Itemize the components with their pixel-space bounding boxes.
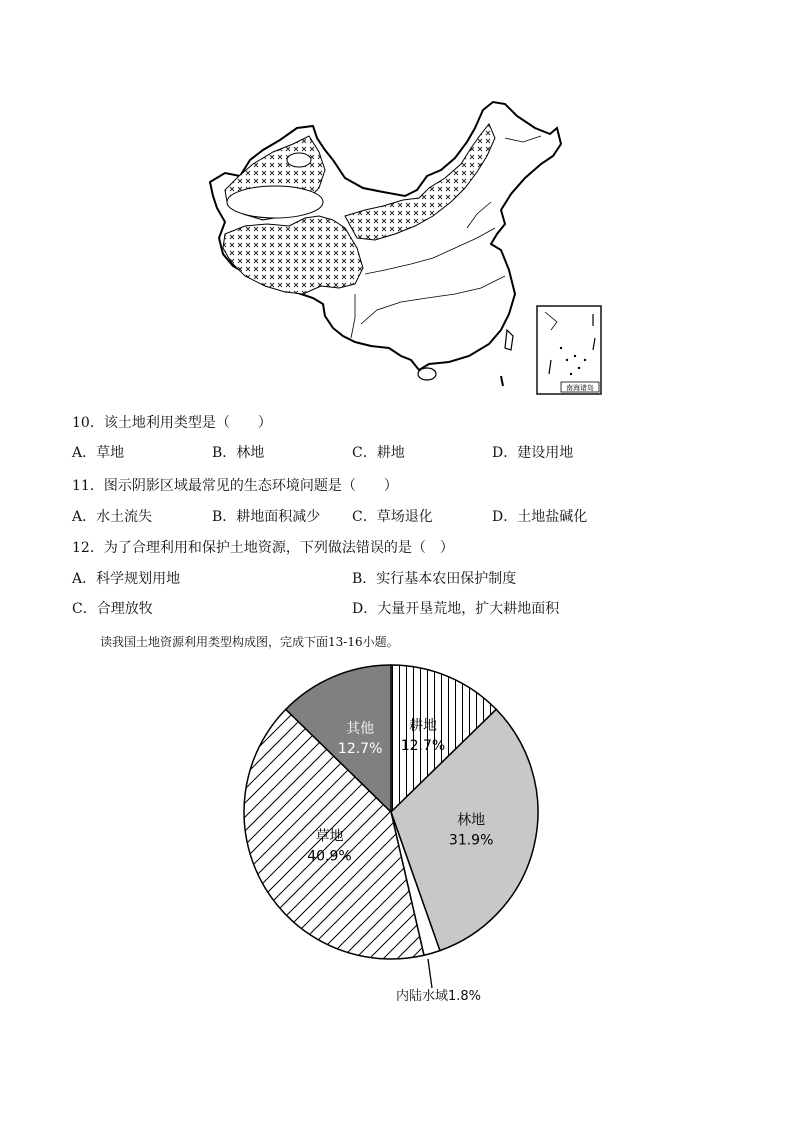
chart-intro: 读我国土地资源利用类型构成图，完成下面13-16小题。 xyxy=(100,635,399,649)
question-10-option-a: A．草地 xyxy=(72,445,125,461)
hainan-island xyxy=(418,368,436,380)
taiwan-island xyxy=(505,330,513,350)
water-callout-line xyxy=(428,959,432,988)
question-10-option-b: B．林地 xyxy=(212,445,265,461)
question-11-stem: 11．图示阴影区域最常见的生态环境问题是（ ） xyxy=(72,478,398,494)
china-land-use-map xyxy=(205,98,603,396)
question-12-option-c: C．合理放牧 xyxy=(72,601,153,617)
question-10-option-c: C．耕地 xyxy=(352,445,405,461)
question-12-option-d: D．大量开垦荒地，扩大耕地面积 xyxy=(352,601,560,617)
question-10-option-d: D．建设用地 xyxy=(492,445,574,461)
south-china-sea-inset xyxy=(537,306,601,394)
question-11-option-a: A．水土流失 xyxy=(72,509,153,525)
question-11-option-b: B．耕地面积减少 xyxy=(212,509,321,525)
small-basin xyxy=(287,153,311,167)
question-10-stem: 10．该土地利用类型是（ ） xyxy=(72,415,272,431)
pie-slice-value-5: 12.7% xyxy=(337,740,383,757)
basin xyxy=(227,186,323,218)
question-12-option-a: A．科学规划用地 xyxy=(72,571,181,587)
question-11-option-d: D．土地盐碱化 xyxy=(492,509,588,525)
pie-slice-name-1: 耕地 xyxy=(408,718,437,735)
question-12-option-b: B．实行基本农田保护制度 xyxy=(352,571,517,587)
pie-slice-value-4: 40.9% xyxy=(307,848,352,865)
pie-slice-name-5: 其他 xyxy=(346,720,375,737)
pie-slice-name-2: 林地 xyxy=(457,812,486,829)
inset-label: 南海诸岛 xyxy=(566,384,594,392)
shaded-plateau xyxy=(223,216,363,294)
pie-slice-value-1: 12.7% xyxy=(400,738,446,755)
land-use-pie-chart xyxy=(228,652,568,1002)
water-callout-label: 内陆水域1.8% xyxy=(396,989,482,1004)
question-12-stem: 12．为了合理利用和保护土地资源，下列做法错误的是（ ） xyxy=(72,540,454,556)
question-11-option-c: C．草场退化 xyxy=(352,509,433,525)
pie-slice-name-4: 草地 xyxy=(315,828,344,845)
pie-slice-value-2: 31.9% xyxy=(448,832,494,849)
